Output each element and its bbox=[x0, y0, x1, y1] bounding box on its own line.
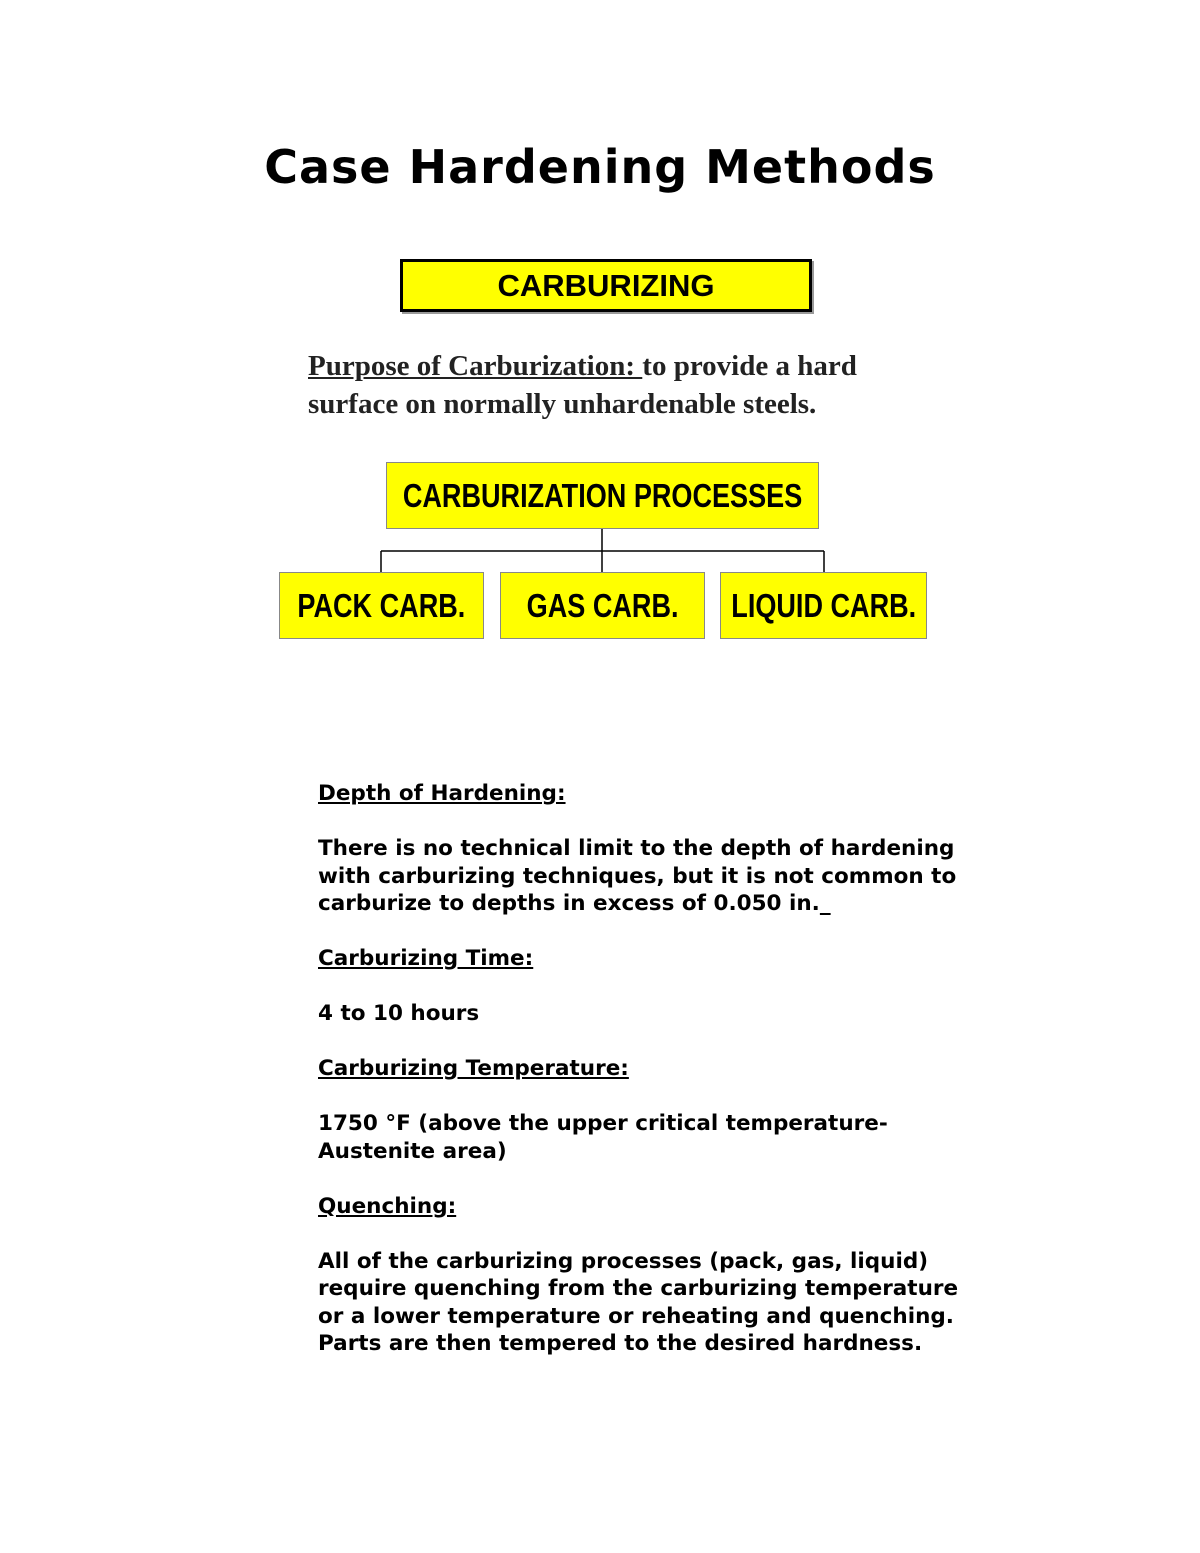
page-title: Case Hardening Methods bbox=[264, 140, 936, 194]
pack-carb-label: PACK CARB. bbox=[297, 586, 466, 624]
purpose-heading: Purpose of Carburization: bbox=[308, 350, 643, 382]
quenching-heading: Quenching: bbox=[318, 1193, 457, 1219]
quenching-body-line: or a lower temperature or reheating and quenching. bbox=[318, 1303, 954, 1329]
carburization-processes-box bbox=[386, 462, 819, 529]
temperature-body bbox=[318, 1110, 1058, 1165]
depth-body-line: carburize to depths in excess of 0.050 in._ bbox=[318, 891, 831, 916]
temperature-body-line: 1750 °F (above the upper critical temperature- bbox=[318, 1111, 888, 1136]
depth-body-line: There is no technical limit to the depth of hardening bbox=[318, 836, 955, 861]
carburization-processes-label: CARBURIZATION PROCESSES bbox=[402, 476, 803, 514]
temperature-heading: Carburizing Temperature: bbox=[318, 1056, 629, 1081]
time-body-line: 4 to 10 hours bbox=[318, 1001, 480, 1026]
liquid-carb-label: LIQUID CARB. bbox=[731, 586, 916, 624]
depth-heading: Depth of Hardening: bbox=[318, 781, 566, 806]
time-body bbox=[318, 1000, 1058, 1028]
purpose-text-line1: to provide a hard bbox=[642, 350, 857, 382]
pack-carb-box bbox=[279, 572, 484, 639]
purpose-text-line2: surface on normally unhardenable steels. bbox=[308, 388, 817, 420]
quenching-body-line: require quenching from the carburizing temperature bbox=[318, 1276, 959, 1301]
body-text bbox=[318, 780, 1058, 1385]
quenching-body bbox=[318, 1248, 1058, 1358]
carburizing-label: CARBURIZING bbox=[497, 267, 715, 303]
depth-body bbox=[318, 835, 1058, 918]
quenching-body-line: Parts are then tempered to the desired hardness. bbox=[318, 1331, 923, 1356]
gas-carb-label: GAS CARB. bbox=[526, 586, 679, 624]
quenching-body-line: All of the carburizing processes (pack, gas, liquid) bbox=[318, 1248, 929, 1274]
liquid-carb-box bbox=[720, 572, 927, 639]
carburizing-label-box bbox=[400, 259, 812, 312]
temperature-body-line: Austenite area) bbox=[318, 1138, 507, 1164]
time-heading: Carburizing Time: bbox=[318, 946, 534, 971]
gas-carb-box bbox=[500, 572, 705, 639]
purpose-statement bbox=[308, 347, 948, 423]
depth-body-line: with carburizing techniques, but it is not common to bbox=[318, 863, 957, 889]
